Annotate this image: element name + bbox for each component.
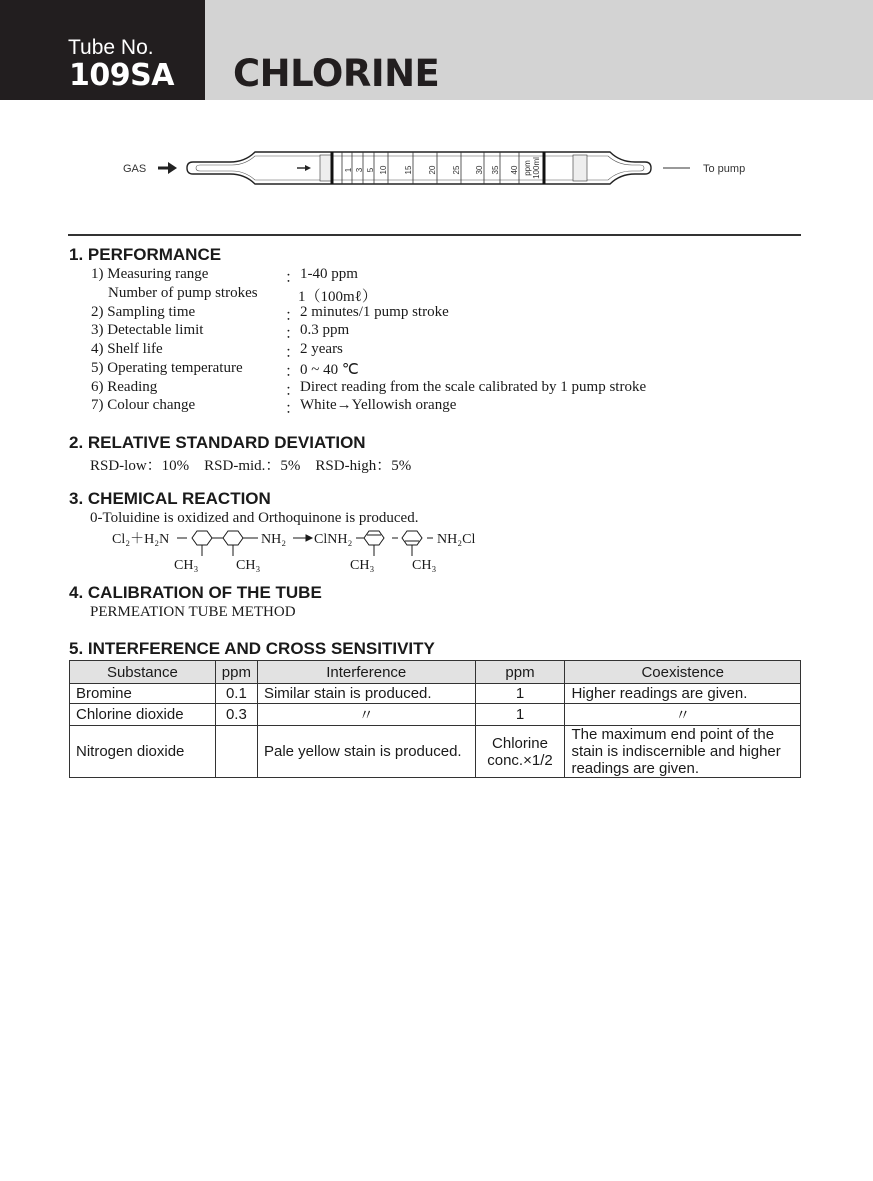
- reaction-title: 3. CHEMICAL REACTION: [69, 489, 271, 508]
- column-header: Coexistence: [565, 661, 801, 684]
- tube-number: 109SA: [69, 58, 174, 93]
- column-header: ppm: [215, 661, 257, 684]
- table-cell: 〃: [565, 704, 801, 726]
- equation-product: ClNH₂: [314, 532, 353, 547]
- perf-colon: ：: [285, 401, 301, 417]
- column-header: ppm: [475, 661, 565, 684]
- perf-value: 1-40 ppm: [300, 266, 358, 282]
- tube-label: Tube No.: [68, 36, 154, 59]
- gas-inlet-arrow-icon: [158, 162, 177, 174]
- column-header: Interference: [257, 661, 475, 684]
- scale-mark: 15: [404, 165, 413, 175]
- interference-title: 5. INTERFERENCE AND CROSS SENSITIVITY: [69, 639, 435, 658]
- calibration-method: PERMEATION TUBE METHOD: [90, 604, 296, 620]
- scale-mark: 40: [510, 165, 519, 175]
- reaction-equation: [100, 526, 500, 576]
- perf-value: 0 ~ 40 ℃: [300, 362, 359, 378]
- rsd-values: RSD-low：10% RSD-mid.：5% RSD-high：5%: [90, 458, 412, 474]
- scale-mark: 10: [379, 165, 388, 175]
- table-row: [70, 726, 801, 778]
- section-divider: [68, 234, 801, 236]
- perf-label: 3) Detectable limit: [91, 322, 204, 338]
- gas-name-title: CHLORINE: [233, 52, 440, 95]
- table-row: [70, 684, 801, 704]
- scale-mark: 3: [355, 167, 364, 173]
- scale-mark: 35: [491, 165, 500, 175]
- perf-colon: ：: [285, 364, 301, 380]
- perf-value: 2 years: [300, 341, 343, 357]
- scale-mark: 30: [475, 165, 484, 175]
- table-cell: Bromine: [70, 684, 216, 704]
- benzene-ring: [192, 531, 212, 545]
- perf-label: 6) Reading: [91, 379, 158, 395]
- table-cell: Chlorine dioxide: [70, 704, 216, 726]
- column-header: Substance: [70, 661, 216, 684]
- table-cell: 1: [475, 704, 565, 726]
- perf-label: Number of pump strokes: [108, 285, 258, 301]
- equation-product-end: NH₂Cl: [437, 532, 476, 547]
- inlet-packing: [320, 155, 331, 181]
- scale-mark: 25: [452, 165, 461, 175]
- perf-label: 4) Shelf life: [91, 341, 163, 357]
- perf-colon: ：: [285, 326, 301, 342]
- scale-volume: 100ml: [532, 157, 541, 179]
- scale-unit: ppm: [523, 160, 532, 176]
- perf-value: 1（100mℓ）: [298, 289, 377, 305]
- perf-value: White→Yellowish orange: [300, 397, 457, 413]
- perf-colon: ：: [285, 383, 301, 399]
- table-cell: Higher readings are given.: [565, 684, 801, 704]
- table-cell: 0.1: [215, 684, 257, 704]
- table-cell: 1: [475, 684, 565, 704]
- table-header-row: [70, 661, 801, 684]
- gas-label: GAS: [123, 163, 147, 175]
- detector-tube-diagram: [0, 140, 873, 200]
- table-cell: Similar stain is produced.: [257, 684, 475, 704]
- perf-value: 2 minutes/1 pump stroke: [300, 304, 449, 320]
- perf-colon: ：: [285, 270, 301, 286]
- scale-mark: 5: [366, 167, 375, 173]
- perf-value: Direct reading from the scale calibrated by 1 pump stroke: [300, 379, 647, 395]
- table-cell: 〃: [257, 704, 475, 726]
- perf-colon: ：: [285, 345, 301, 361]
- table-cell: [215, 726, 257, 778]
- equation-amine: NH₂: [261, 532, 287, 547]
- benzene-ring: [223, 531, 243, 545]
- scale-mark: 1: [344, 167, 353, 173]
- table-cell: Nitrogen dioxide: [70, 726, 216, 778]
- calibration-title: 4. CALIBRATION OF THE TUBE: [69, 583, 322, 602]
- table-cell: 0.3: [215, 704, 257, 726]
- methyl-group: CH₃: [412, 558, 437, 573]
- scale-mark: 20: [428, 165, 437, 175]
- perf-label: 2) Sampling time: [91, 304, 196, 320]
- quinone-ring: [364, 531, 384, 545]
- quinone-ring: [402, 531, 422, 545]
- table-cell: The maximum end point of the stain is indiscernible and higher readings are given.: [565, 726, 801, 778]
- table-cell: Pale yellow stain is produced.: [257, 726, 475, 778]
- methyl-group: CH₃: [350, 558, 375, 573]
- interference-table: [69, 660, 801, 778]
- outlet-packing: [573, 155, 587, 181]
- methyl-group: CH₃: [174, 558, 199, 573]
- table-cell: Chlorine conc.×1/2: [475, 726, 565, 778]
- rsd-title: 2. RELATIVE STANDARD DEVIATION: [69, 433, 366, 452]
- perf-label: 7) Colour change: [91, 397, 196, 413]
- perf-value: 0.3 ppm: [300, 322, 350, 338]
- methyl-group: CH₃: [236, 558, 261, 573]
- performance-title: 1. PERFORMANCE: [69, 245, 222, 264]
- perf-label: 5) Operating temperature: [91, 360, 243, 376]
- equation-reactants: Cl₂＋H₂N: [112, 532, 170, 547]
- perf-colon: ：: [285, 308, 301, 324]
- page-header: [0, 0, 873, 100]
- table-row: [70, 704, 801, 726]
- pump-label: To pump: [703, 163, 746, 175]
- perf-label: 1) Measuring range: [91, 266, 209, 282]
- reaction-description: 0-Toluidine is oxidized and Orthoquinone is produced.: [90, 510, 419, 526]
